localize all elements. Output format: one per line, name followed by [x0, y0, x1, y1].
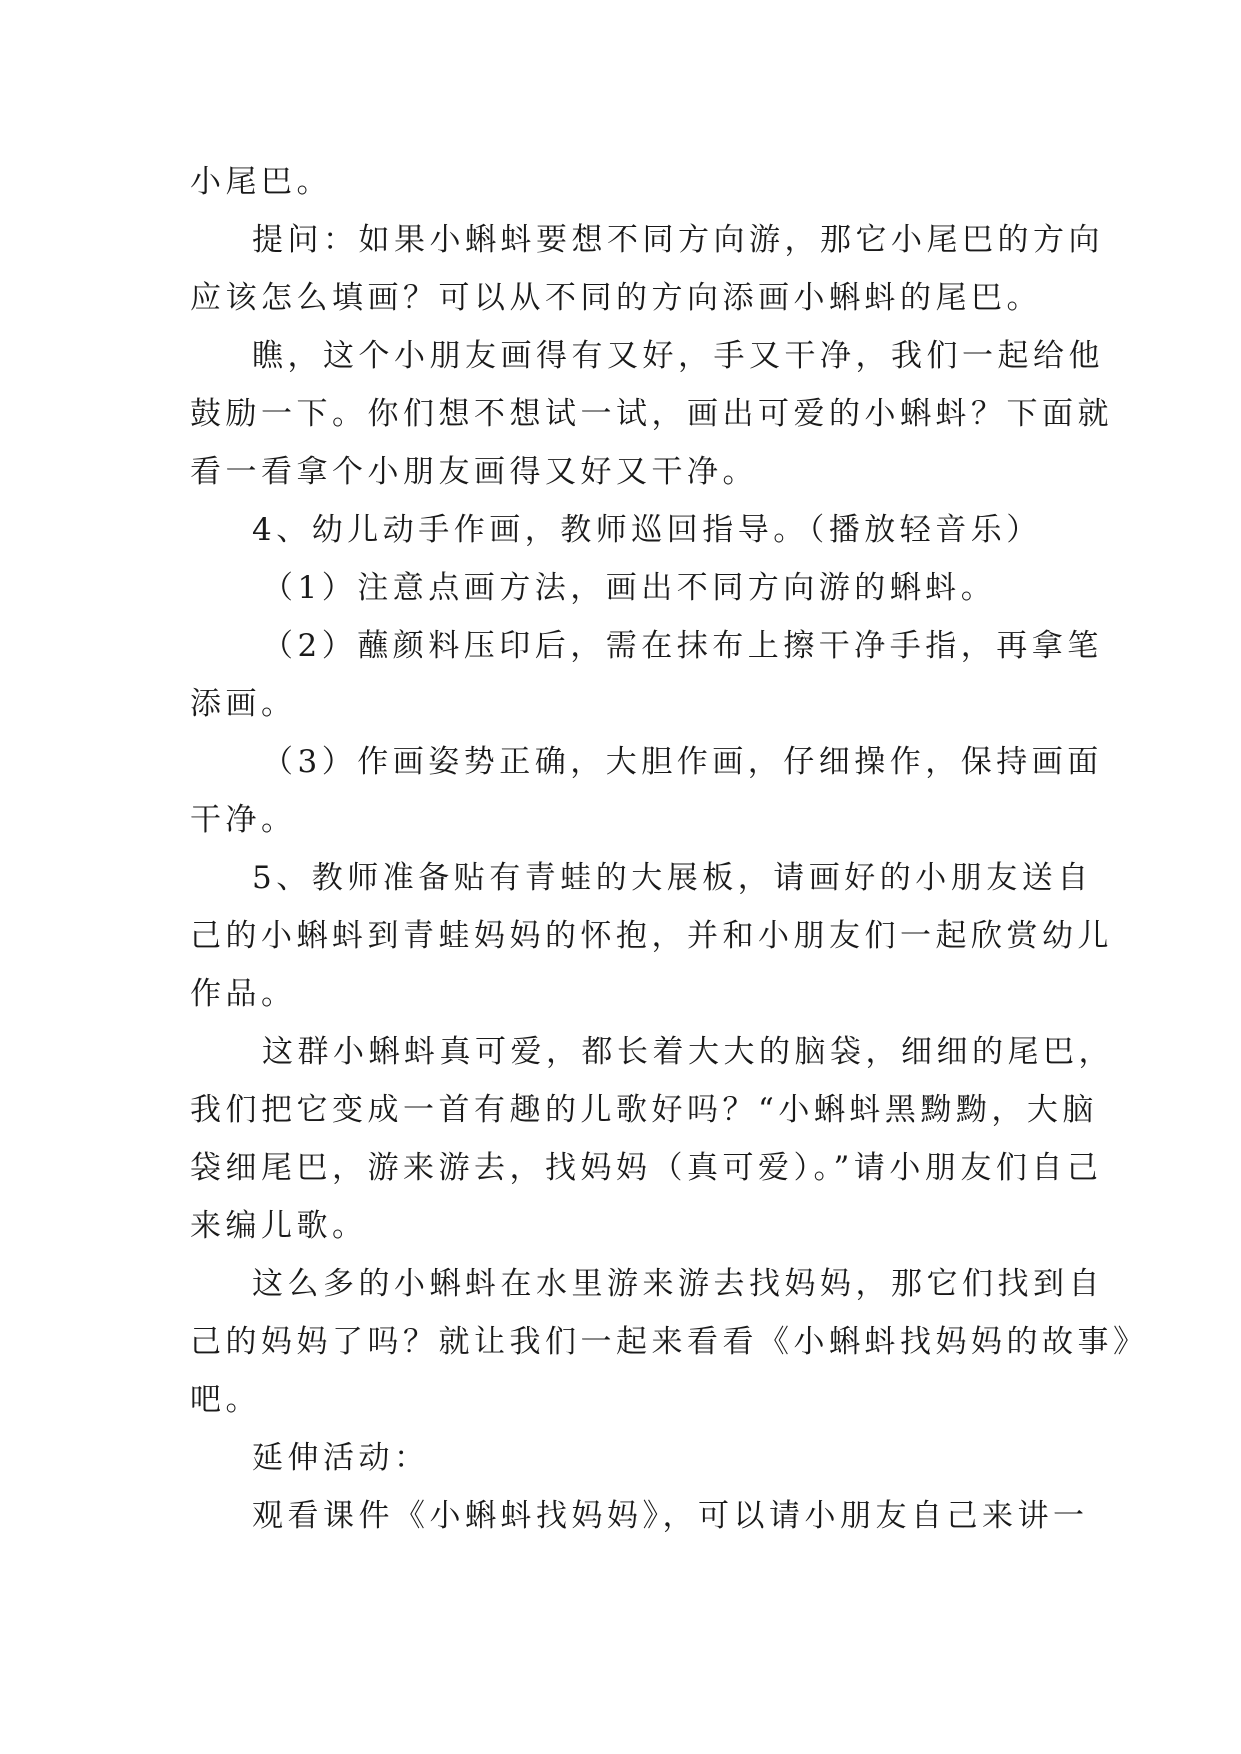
text-line: （2）蘸颜料压印后，需在抹布上擦干净手指，再拿笔: [262, 628, 1103, 664]
text-line: 瞧，这个小朋友画得有又好，手又干净，我们一起给他: [252, 338, 1104, 374]
text-line: 延伸活动：: [252, 1440, 430, 1476]
text-line: 小尾巴。: [190, 164, 332, 200]
text-line: 5、教师准备贴有青蛙的大展板，请画好的小朋友送自: [252, 860, 1093, 896]
text-line: 己的小蝌蚪到青蛙妈妈的怀抱，并和小朋友们一起欣赏幼儿: [190, 918, 1113, 954]
text-line: 添画。: [190, 686, 297, 722]
text-line: 己的妈妈了吗？就让我们一起来看看《小蝌蚪找妈妈的故事》: [190, 1324, 1149, 1360]
text-line: 袋细尾巴，游来游去，找妈妈（真可爱）。”请小朋友们自己: [190, 1150, 1103, 1186]
text-line: 来编儿歌。: [190, 1208, 368, 1244]
text-line: 这么多的小蝌蚪在水里游来游去找妈妈，那它们找到自: [252, 1266, 1104, 1302]
text-line: 干净。: [190, 802, 297, 838]
text-line: （3）作画姿势正确，大胆作画，仔细操作，保持画面: [262, 744, 1103, 780]
text-line: 应该怎么填画？可以从不同的方向添画小蝌蚪的尾巴。: [190, 280, 1042, 316]
text-line: （1）注意点画方法，画出不同方向游的蝌蚪。: [262, 570, 997, 606]
text-line: 吧。: [190, 1382, 261, 1418]
text-line: 我们把它变成一首有趣的儿歌好吗？“小蝌蚪黑黝黝，大脑: [190, 1092, 1098, 1128]
text-line: 观看课件《小蝌蚪找妈妈》，可以请小朋友自己来讲一: [252, 1498, 1089, 1534]
text-line: 看一看拿个小朋友画得又好又干净。: [190, 454, 758, 490]
text-line: 鼓励一下。你们想不想试一试，画出可爱的小蝌蚪？下面就: [190, 396, 1113, 432]
text-line: 提问：如果小蝌蚪要想不同方向游，那它小尾巴的方向: [252, 222, 1104, 258]
text-line: 这群小蝌蚪真可爱，都长着大大的脑袋，细细的尾巴，: [262, 1034, 1114, 1070]
text-line: 4、幼儿动手作画，教师巡回指导。（播放轻音乐）: [252, 512, 1042, 548]
text-line: 作品。: [190, 976, 297, 1012]
